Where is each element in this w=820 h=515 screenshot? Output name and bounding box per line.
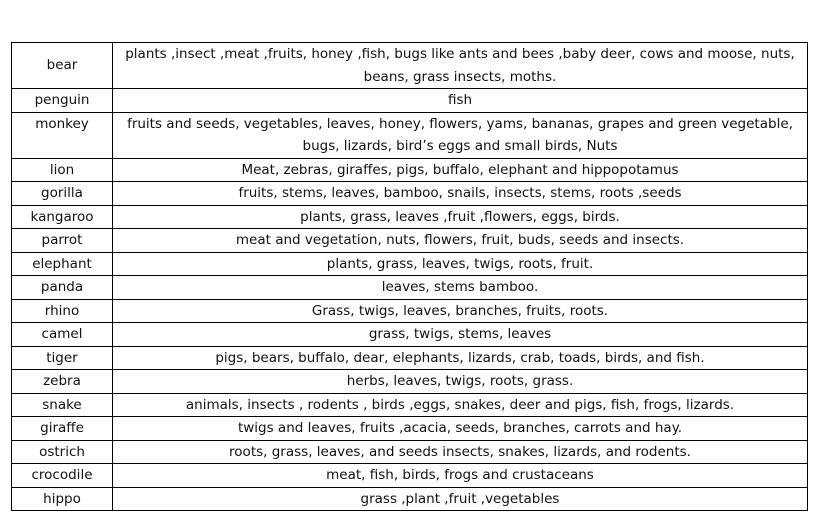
animal-name-cell: tiger (12, 346, 113, 370)
table-row (12, 252, 808, 276)
animal-name-cell: giraffe (12, 417, 113, 441)
animal-name-cell: zebra (12, 370, 113, 394)
animal-name-cell: crocodile (12, 464, 113, 488)
diet-cell: pigs, bears, buffalo, dear, elephants, lizards, crab, toads, birds, and fish. (113, 346, 808, 370)
diet-cell: twigs and leaves, fruits ,acacia, seeds, branches, carrots and hay. (113, 417, 808, 441)
diet-cell: fruits and seeds, vegetables, leaves, honey, flowers, yams, bananas, grapes and green vegetable, bugs, lizards, bird’s eggs and small birds, Nuts (113, 112, 808, 158)
table-row (12, 440, 808, 464)
animal-name-cell: panda (12, 276, 113, 300)
animal-name-cell: bear (12, 43, 113, 89)
animal-name-cell: gorilla (12, 182, 113, 206)
diet-cell: Meat, zebras, giraffes, pigs, buffalo, elephant and hippopotamus (113, 158, 808, 182)
diet-cell: grass, twigs, stems, leaves (113, 323, 808, 347)
table-row (12, 89, 808, 113)
table-row (12, 370, 808, 394)
animal-name-cell: hippo (12, 487, 113, 511)
table-row (12, 182, 808, 206)
diet-cell: Grass, twigs, leaves, branches, fruits, roots. (113, 299, 808, 323)
table-row (12, 299, 808, 323)
table-body (12, 43, 808, 511)
diet-cell: leaves, stems bamboo. (113, 276, 808, 300)
diet-cell: herbs, leaves, twigs, roots, grass. (113, 370, 808, 394)
animal-name-cell: rhino (12, 299, 113, 323)
diet-cell: meat and vegetation, nuts, flowers, fruit, buds, seeds and insects. (113, 229, 808, 253)
table-row (12, 346, 808, 370)
diet-cell: animals, insects , rodents , birds ,eggs, snakes, deer and pigs, fish, frogs, lizards. (113, 393, 808, 417)
animal-name-cell: parrot (12, 229, 113, 253)
diet-cell: grass ,plant ,fruit ,vegetables (113, 487, 808, 511)
diet-cell: plants ,insect ,meat ,fruits, honey ,fish, bugs like ants and bees ,baby deer, cows and moose, nuts, beans, grass insects, moths. (113, 43, 808, 89)
table-row (12, 417, 808, 441)
animal-name-cell: lion (12, 158, 113, 182)
animal-name-cell: monkey (12, 112, 113, 158)
table-row (12, 229, 808, 253)
animal-name-cell: kangaroo (12, 205, 113, 229)
animal-name-cell: penguin (12, 89, 113, 113)
table-row (12, 464, 808, 488)
table-row (12, 487, 808, 511)
diet-cell: plants, grass, leaves, twigs, roots, fruit. (113, 252, 808, 276)
animal-name-cell: camel (12, 323, 113, 347)
table-row (12, 112, 808, 158)
diet-cell: meat, fish, birds, frogs and crustaceans (113, 464, 808, 488)
diet-cell: fruits, stems, leaves, bamboo, snails, insects, stems, roots ,seeds (113, 182, 808, 206)
animal-name-cell: elephant (12, 252, 113, 276)
animal-diet-table (11, 42, 808, 511)
table-row (12, 393, 808, 417)
diet-cell: plants, grass, leaves ,fruit ,flowers, eggs, birds. (113, 205, 808, 229)
table-row (12, 323, 808, 347)
table-row (12, 205, 808, 229)
table-row (12, 43, 808, 89)
table-row (12, 276, 808, 300)
diet-cell: fish (113, 89, 808, 113)
diet-cell: roots, grass, leaves, and seeds insects, snakes, lizards, and rodents. (113, 440, 808, 464)
table-row (12, 158, 808, 182)
animal-name-cell: snake (12, 393, 113, 417)
animal-name-cell: ostrich (12, 440, 113, 464)
